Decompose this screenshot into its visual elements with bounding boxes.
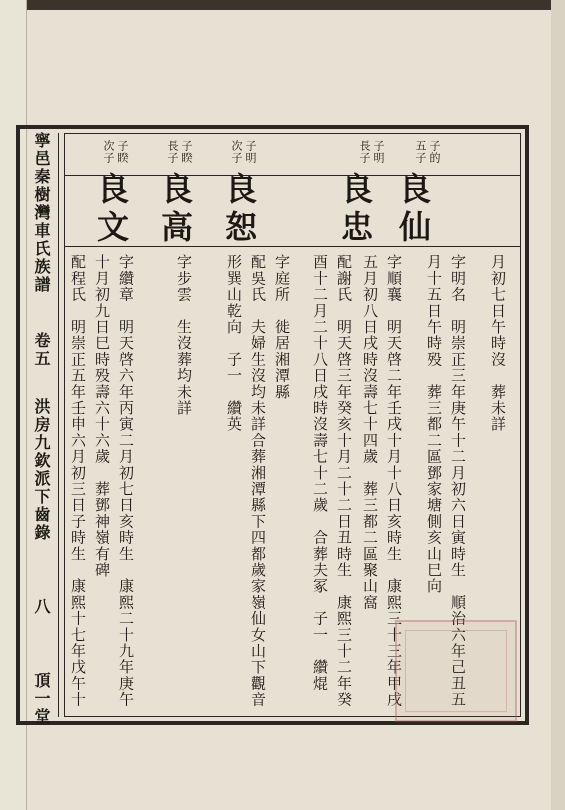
record-line: 形巽山乾向 子一 纘英 <box>225 254 243 433</box>
record-line: 配吳氏 夫婦生沒均未詳合葬湘潭縣下四都歲家嶺仙女山下觀音 <box>249 254 267 708</box>
person-name: 良高 <box>156 172 194 248</box>
margin-divider-outer <box>58 133 59 717</box>
record-line: 五月初八日戌時沒壽七十四歲 葬三都二區聚山窩 <box>361 254 379 611</box>
rank-label: 子睽 <box>180 140 193 164</box>
record-line: 字明名 明崇正三年庚午十二月初六日寅時生 順治六年己丑五 <box>449 254 467 708</box>
record-line: 字庭所 徙居湘潭縣 <box>273 254 291 400</box>
hall-label: 頂一堂 <box>32 672 51 726</box>
person-name: 良恕 <box>220 172 258 248</box>
record-line: 字順襄 明天啓二年壬戌十月十八日亥時生 康熙三十三年甲戌 <box>385 254 403 708</box>
record-line: 字步雲 生沒葬均未詳 <box>175 254 193 416</box>
person-name: 良忠 <box>336 172 374 248</box>
rank-label: 子明 <box>372 140 385 164</box>
rank-label: 子明 <box>244 140 257 164</box>
names-divider <box>64 246 521 247</box>
book-title: 寧邑秦樹灣車氏族譜 <box>32 132 51 294</box>
page-right-edge <box>551 0 565 810</box>
margin-divider <box>64 133 65 717</box>
page-top-edge <box>26 0 565 10</box>
person-name: 良文 <box>92 172 130 248</box>
record-line: 月十五日午時殁 葬三都二區鄧家塘側亥山巳向 <box>425 254 443 595</box>
rank-sub-label: 次子 <box>230 140 243 164</box>
person-name: 良仙 <box>394 172 432 248</box>
record-line: 月初七日午時沒 葬未詳 <box>489 254 507 433</box>
record-line: 字纘章 明天啓六年丙寅二月初七日亥時生 康熙二十九年庚午 <box>117 254 135 708</box>
record-line: 配程氏 明崇正五年壬申六月初三日子時生 康熙十七年戊午十 <box>69 254 87 708</box>
volume-label: 卷五 <box>32 332 51 368</box>
rank-sub-label: 次子 <box>102 140 115 164</box>
rank-sub-label: 五子 <box>414 140 427 164</box>
header-divider <box>64 175 521 176</box>
rank-label: 子的 <box>428 140 441 164</box>
section-label: 洪房九欽派下齒錄 <box>32 398 51 542</box>
record-line: 配謝氏 明天啓三年癸亥十月二十二日丑時生 康熙三十二年癸 <box>335 254 353 708</box>
record-line: 十月初九日巳時殁壽六十六歲 葬鄧神嶺有碑 <box>93 254 111 578</box>
rank-sub-label: 長子 <box>358 140 371 164</box>
page-number: 八 <box>32 598 51 616</box>
record-line: 酉十二月二十八日戌時沒壽七十二歲 合葬夫冢 子一 纘焜 <box>311 254 329 692</box>
rank-sub-label: 長子 <box>166 140 179 164</box>
rank-label: 子睽 <box>116 140 129 164</box>
seal-stamp <box>395 620 517 722</box>
